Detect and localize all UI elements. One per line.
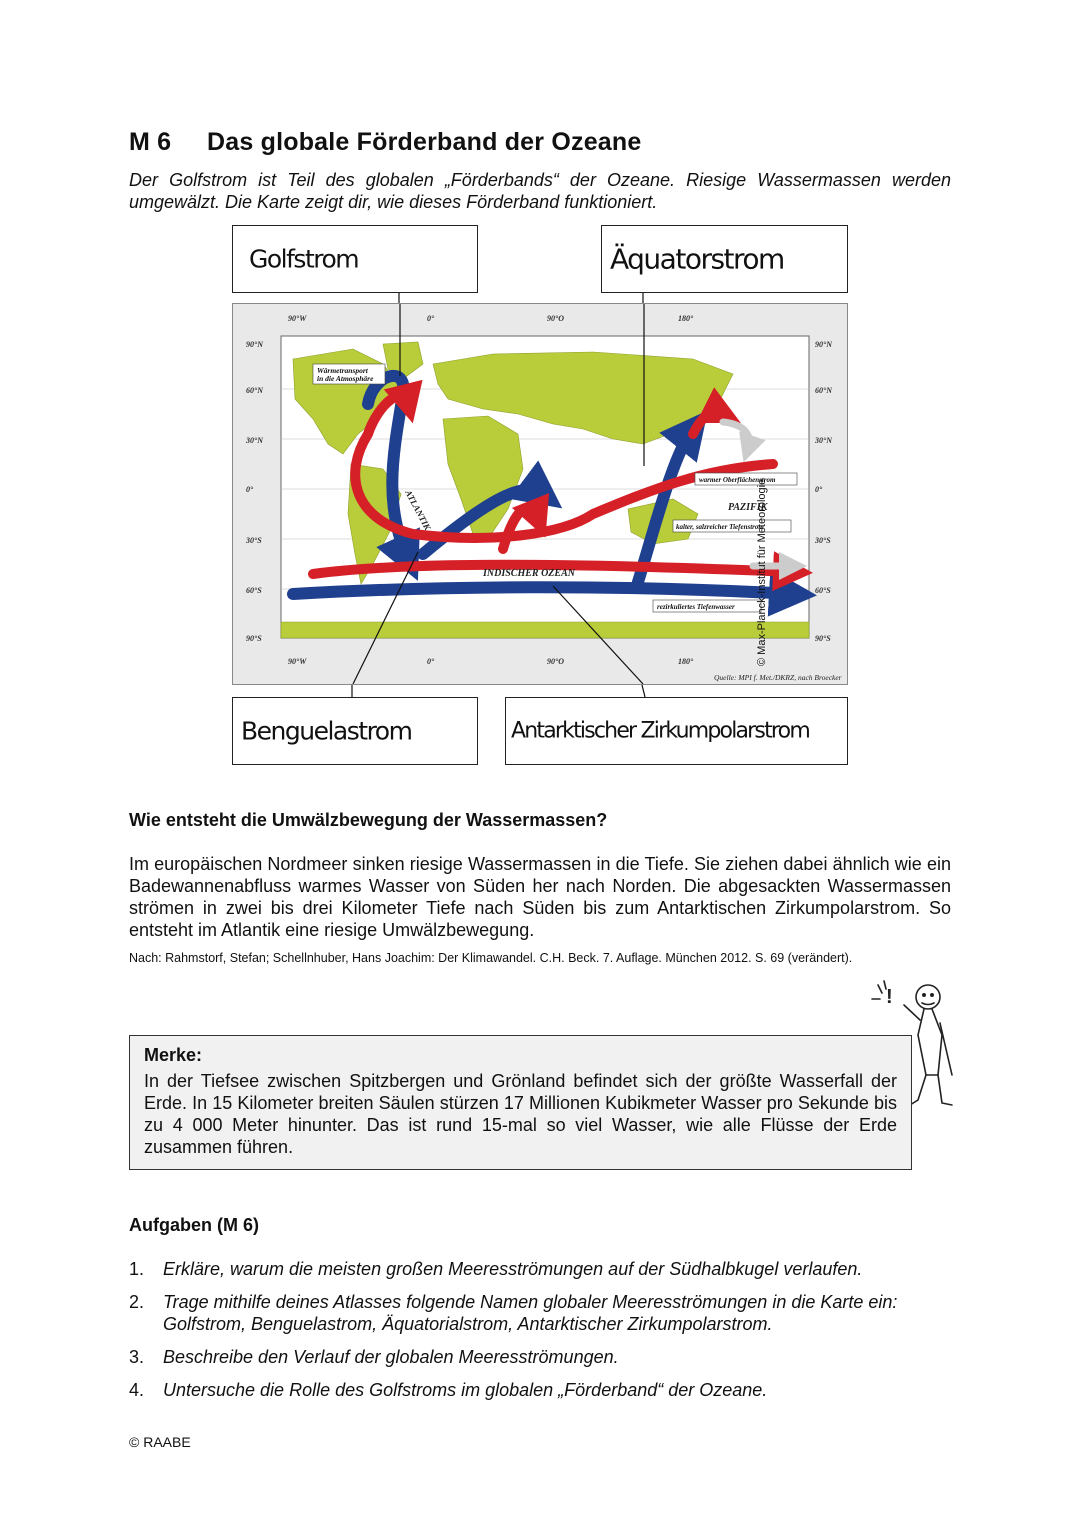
task-item: [129, 1291, 959, 1335]
map-source: Quelle: MPI f. Met./DKRZ, nach Broecker: [714, 673, 842, 682]
material-code: M 6: [129, 128, 172, 156]
lat-left-4: 0°: [246, 485, 254, 494]
lat-right-1: 90°N: [815, 340, 832, 349]
handwritten-golfstrom: Golfstrom: [249, 244, 359, 274]
handwritten-aequatorstrom: Äquatorstrom: [610, 242, 784, 276]
label-pazifik: PAZIFIK: [728, 502, 768, 513]
lat-left-3: 30°N: [246, 436, 263, 445]
task-number: 1.: [129, 1259, 145, 1279]
lat-left-2: 60°N: [246, 386, 263, 395]
task-number: 2.: [129, 1292, 145, 1312]
question-heading: Wie entsteht die Umwälzbewegung der Wassermassen?: [129, 810, 608, 830]
lon-top-4: 180°: [678, 314, 694, 323]
lon-top-1: 90°W: [288, 314, 307, 323]
lat-left-7: 90°S: [246, 634, 262, 643]
source-note: Nach: Rahmstorf, Stefan; Schellnhuber, Hans Joachim: Der Klimawandel. C.H. Beck. 7. Auflage. München 2012. S. 69 (verändert).: [129, 951, 853, 965]
task-number: 3.: [129, 1347, 145, 1367]
worksheet-title: Das globale Förderband der Ozeane: [207, 128, 642, 156]
handwritten-benguelastrom: Benguelastrom: [241, 716, 412, 746]
merke-text: In der Tiefsee zwischen Spitzbergen und Grönland befindet sich der größte Wasserfall der Erde. In 15 Kilometer breiten Säulen stürzen 17 Millionen Kubikmeter Wasser pro Sekunde bis zu 4 000 Meter hinunter. Das ist rund 15-mal so viel Wasser, wie alle Flüsse der Erde zusammen führen.: [144, 1071, 897, 1157]
task-item: [129, 1346, 959, 1368]
label-cold-current: kalter, salzreicher Tiefenstrom: [676, 523, 764, 531]
lat-left-6: 60°S: [246, 586, 262, 595]
task-text: Trage mithilfe deines Atlasses folgende Namen globaler Meeresströmungen in die Karte ein: Golfstrom, Benguelastrom, Äquatorialstrom, Antarktischer Zirkumpolarstrom.: [163, 1292, 898, 1334]
label-atlantik: ATLANTIK: [403, 488, 433, 532]
lon-bottom-4: 180°: [678, 657, 694, 666]
lat-left-5: 30°S: [246, 536, 262, 545]
task-list: [129, 1258, 959, 1412]
merke-title: Merke:: [144, 1045, 203, 1065]
intro-text: Der Golfstrom ist Teil des globalen „Förderbands“ der Ozeane. Riesige Wassermassen werden umgewälzt. Die Karte zeigt dir, wie dieses Förderband funktioniert.: [129, 170, 951, 212]
lat-right-7: 90°S: [815, 634, 831, 643]
label-warm-current: warmer Oberflächenstrom: [699, 476, 776, 484]
lon-top-2: 0°: [427, 314, 435, 323]
label-indischer-ozean: INDISCHER OZEAN: [483, 568, 575, 579]
lat-right-2: 60°N: [815, 386, 832, 395]
footer-copyright: © RAABE: [129, 1434, 191, 1450]
lon-bottom-2: 0°: [427, 657, 435, 666]
lat-right-4: 0°: [815, 485, 823, 494]
task-item: [129, 1258, 959, 1280]
lon-top-3: 90°O: [547, 314, 564, 323]
task-text: Untersuche die Rolle des Golfstroms im globalen „Förderband“ der Ozeane.: [163, 1380, 768, 1400]
lat-right-3: 30°N: [815, 436, 832, 445]
merke-box: [129, 1035, 912, 1170]
lon-bottom-1: 90°W: [288, 657, 307, 666]
body-text: Im europäischen Nordmeer sinken riesige Wassermassen in die Tiefe. Sie ziehen dabei ähnlich wie ein Badewannenabfluss warmes Wasser von Süden her nach Norden. Die abgesackten Wassermassen strömen in zwei bis drei Kilometer Tiefe nach Süden bis zum Antarktischen Zirkumpolarstrom. So entsteht im Atlantik eine riesige Umwälzbewegung.: [129, 854, 951, 940]
tasks-heading: Aufgaben (M 6): [129, 1215, 259, 1235]
lon-bottom-3: 90°O: [547, 657, 564, 666]
label-waermetransport-2: in die Atmosphäre: [317, 374, 374, 383]
task-item: [129, 1379, 959, 1401]
handwritten-zirkumpolarstrom: Antarktischer Zirkumpolarstrom: [511, 718, 809, 744]
map-vertical-credit: © Max-Planck-Institut für Meteorologie: [756, 478, 768, 666]
svg-text:!: !: [886, 986, 893, 1008]
task-number: 4.: [129, 1380, 145, 1400]
task-text: Beschreibe den Verlauf der globalen Meeresströmungen.: [163, 1347, 619, 1367]
label-waermetransport-1: Wärmetransport: [317, 366, 368, 375]
lat-right-6: 60°S: [815, 586, 831, 595]
lat-left-1: 90°N: [246, 340, 263, 349]
label-recirculated: rezirkuliertes Tiefenwasser: [657, 603, 735, 611]
task-text: Erkläre, warum die meisten großen Meeresströmungen auf der Südhalbkugel verlaufen.: [163, 1259, 863, 1279]
lat-right-5: 30°S: [815, 536, 831, 545]
